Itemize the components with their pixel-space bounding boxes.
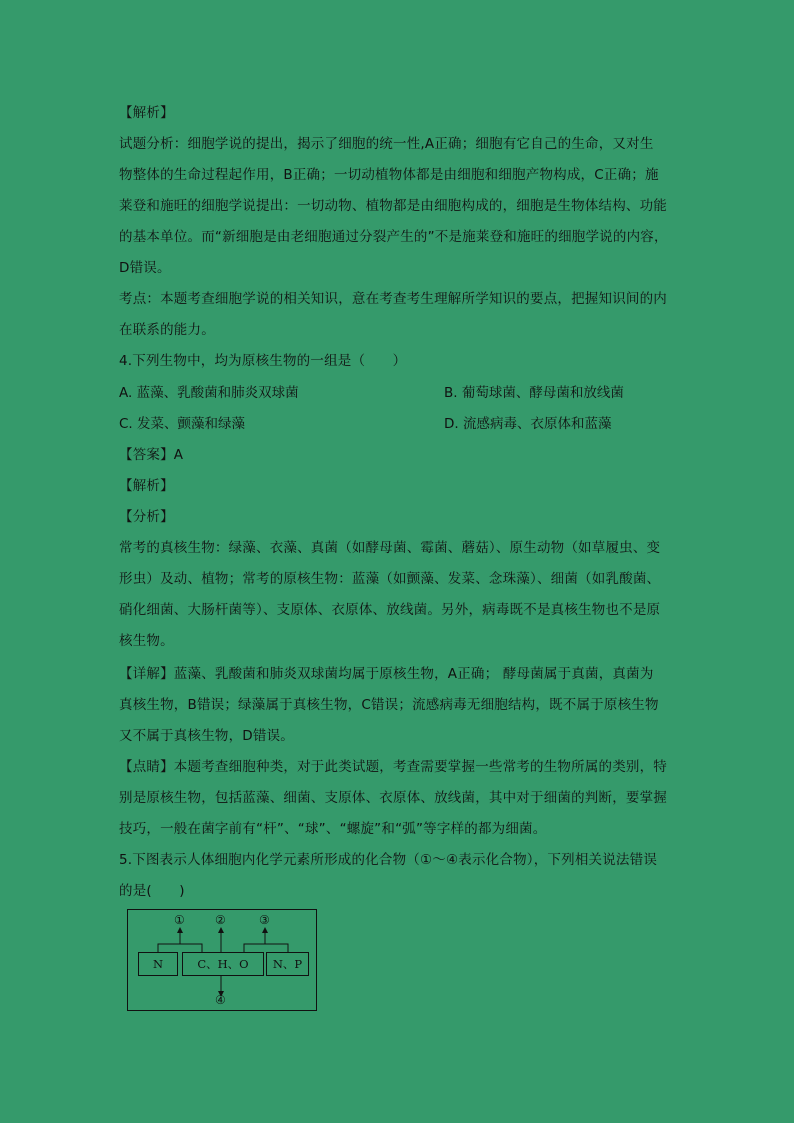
element-box-cho: C、H、O [182,952,264,976]
text-line: 在联系的能力。 [119,322,215,338]
option-b: B. 葡萄球菌、酵母菌和放线菌 [444,385,624,401]
analysis-subheading: 【分析】 [119,509,174,525]
text-line: 的是( ) [119,883,185,899]
element-compound-diagram [127,909,317,1011]
question-4-stem: 4.下列生物中，均为原核生物的一组是（ ） [119,353,407,369]
compound-1-label: ① [174,913,185,927]
text-line: 考点：本题考查细胞学说的相关知识，意在考查考生理解所学知识的要点，把握知识间的内 [119,291,667,307]
answer-line: 【答案】A [119,447,184,463]
text-line: 莱登和施旺的细胞学说提出：一切动物、植物都是由细胞构成的，细胞是生物体结构、功能 [119,198,667,214]
element-box-n: N [138,952,178,976]
text-line: 又不属于真核生物，D错误。 [119,728,294,744]
element-box-np: N、P [266,952,309,976]
text-line: 物整体的生命过程起作用，B正确；一切动植物体都是由细胞和细胞产物构成，C正确；施 [119,167,659,183]
option-d: D. 流感病毒、衣原体和蓝藻 [444,416,612,432]
text-line: 的基本单位。而“新细胞是由老细胞通过分裂产生的”不是施莱登和施旺的细胞学说的内容， [119,229,668,245]
text-line: 别是原核生物，包括蓝藻、细菌、支原体、衣原体、放线菌，其中对于细菌的判断，要掌握 [119,790,667,806]
compound-4-label: ④ [215,993,226,1007]
compound-3-label: ③ [259,913,270,927]
option-c: C. 发菜、颤藻和绿藻 [119,416,246,432]
analysis-heading: 【解析】 [119,478,174,494]
analysis-heading: 【解析】 [119,105,174,121]
text-line: D错误。 [119,260,171,276]
text-line: 核生物。 [119,633,174,649]
text-line: 常考的真核生物：绿藻、衣藻、真菌（如酵母菌、霉菌、蘑菇）、原生动物（如草履虫、变 [119,540,661,556]
text-line: 技巧，一般在菌字前有“杆”、“球”、“螺旋”和“弧”等字样的都为细菌。 [119,821,547,837]
text-line: 硝化细菌、大肠杆菌等）、支原体、衣原体、放线菌。另外，病毒既不是真核生物也不是原 [119,602,661,618]
text-line: 试题分析：细胞学说的提出，揭示了细胞的统一性,A正确；细胞有它自己的生命，又对生 [119,136,654,152]
compound-2-label: ② [215,913,226,927]
text-line: 形虫）及动、植物；常考的原核生物：蓝藻（如颤藻、发菜、念珠藻）、细菌（如乳酸菌、 [119,571,661,587]
text-line: 【点睛】本题考查细胞种类，对于此类试题，考查需要掌握一些常考的生物所属的类别，特 [119,759,667,775]
question-5-stem: 5.下图表示人体细胞内化学元素所形成的化合物（①～④表示化合物），下列相关说法错误 [119,852,658,868]
option-a: A. 蓝藻、乳酸菌和肺炎双球菌 [119,385,299,401]
text-line: 真核生物，B错误；绿藻属于真核生物，C错误；流感病毒无细胞结构，既不属于原核生物 [119,697,659,713]
text-line: 【详解】蓝藻、乳酸菌和肺炎双球菌均属于原核生物，A正确； 酵母菌属于真菌，真菌为 [119,666,654,682]
